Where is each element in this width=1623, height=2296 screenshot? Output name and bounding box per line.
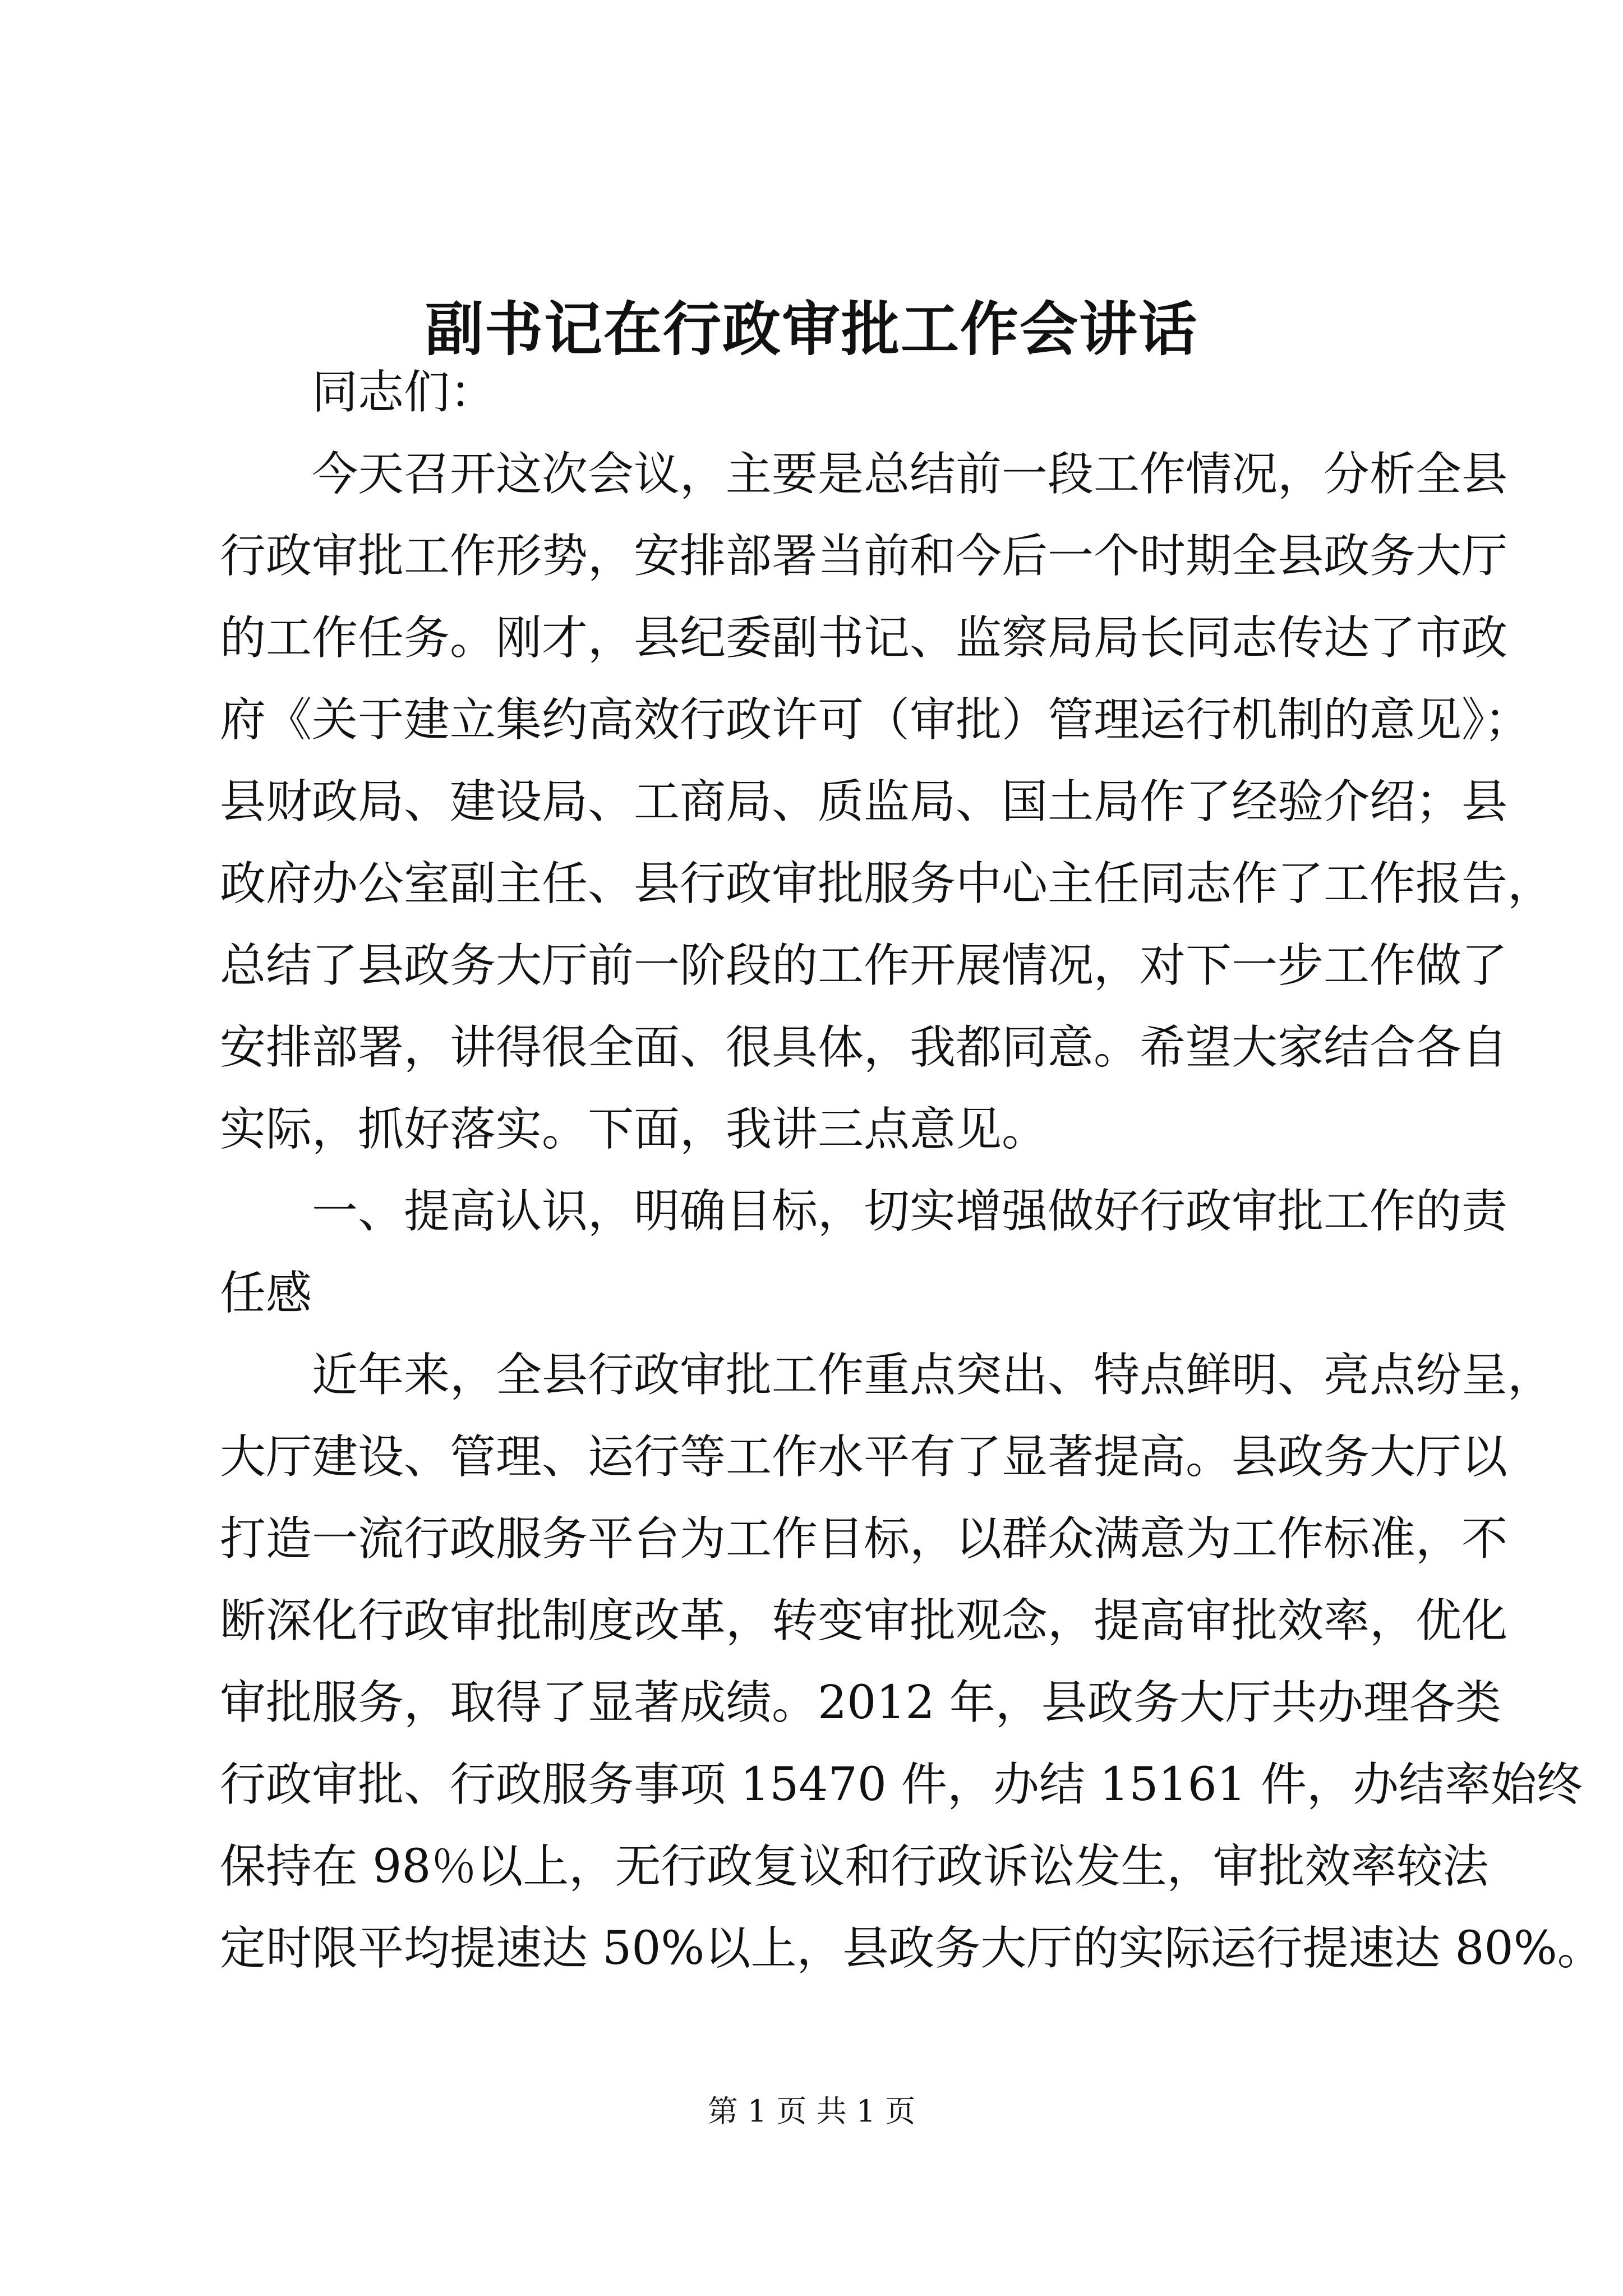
paragraph-line: 近年来，全县行政审批工作重点突出、特点鲜明、亮点纷呈，: [312, 1349, 1554, 1402]
paragraph-line: 定时限平均提速达 50%以上，县政务大厅的实际运行提速达 80%。: [220, 1922, 1603, 1975]
paragraph-line: 行政审批、行政服务事项 15470 件，办结 15161 件，办结率始终: [220, 1758, 1583, 1811]
paragraph-line: 审批服务，取得了显著成绩。2012 年，县政务大厅共办理各类: [220, 1676, 1501, 1729]
document-title: 副书记在行政审批工作会讲话: [425, 295, 1198, 364]
paragraph-line: 打造一流行政服务平台为工作目标，以群众满意为工作标准，不: [220, 1512, 1508, 1566]
document-body: [220, 352, 1603, 1990]
paragraph-line: 实际，抓好落实。下面，我讲三点意见。: [220, 1103, 1048, 1156]
paragraph-line: 总结了县政务大厅前一阶段的工作开展情况，对下一步工作做了: [220, 939, 1508, 992]
section-heading-line: 任感: [220, 1267, 312, 1320]
paragraph-line: 断深化行政审批制度改革，转变审批观念，提高审批效率，优化: [220, 1594, 1508, 1648]
page-number: 第 1 页 共 1 页: [707, 2093, 916, 2129]
paragraph-line: 大厅建设、管理、运行等工作水平有了显著提高。县政务大厅以: [220, 1430, 1508, 1484]
paragraph-line: 的工作任务。刚才，县纪委副书记、监察局局长同志传达了市政: [220, 611, 1508, 665]
paragraph-line: 今天召开这次会议，主要是总结前一段工作情况，分析全县: [312, 448, 1508, 501]
paragraph-line: 保持在 98％以上，无行政复议和行政诉讼发生，审批效率较法: [220, 1840, 1489, 1893]
paragraph-line: 县财政局、建设局、工商局、质监局、国土局作了经验介绍；县: [220, 775, 1508, 829]
paragraph-line: 政府办公室副主任、县行政审批服务中心主任同志作了工作报告，: [220, 857, 1554, 910]
paragraph-line: 安排部署，讲得很全面、很具体，我都同意。希望大家结合各自: [220, 1021, 1508, 1074]
section-heading-line: 一、提高认识，明确目标，切实增强做好行政审批工作的责: [312, 1185, 1508, 1238]
paragraph-line: 府《关于建立集约高效行政许可（审批）管理运行机制的意见》；: [220, 693, 1531, 747]
salutation-line: 同志们：: [312, 366, 496, 419]
paragraph-line: 行政审批工作形势，安排部署当前和今后一个时期全县政务大厅: [220, 530, 1508, 583]
